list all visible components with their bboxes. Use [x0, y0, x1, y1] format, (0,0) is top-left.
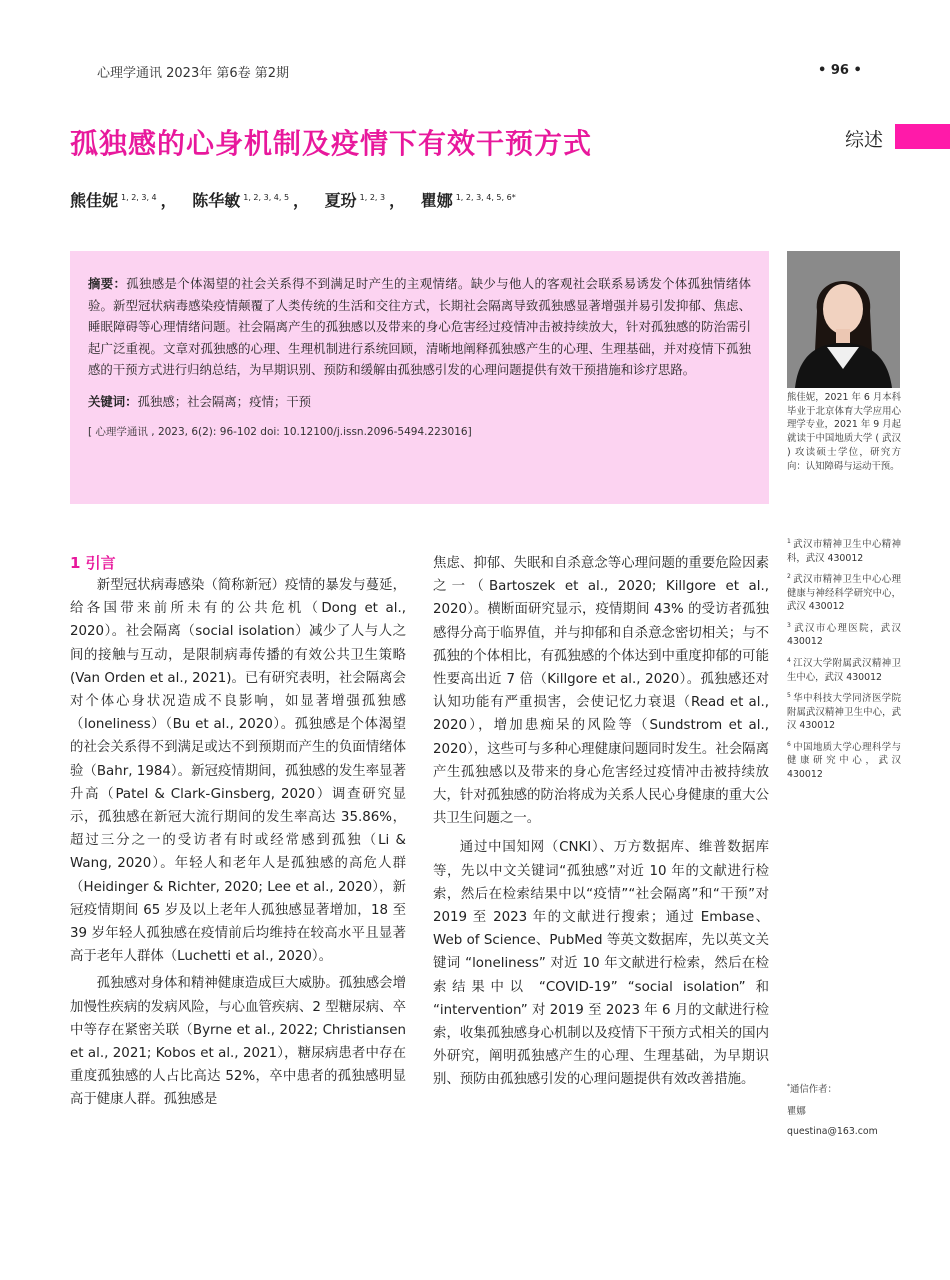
- author-separator: ，: [389, 191, 406, 210]
- author-portrait-icon: [787, 251, 900, 388]
- affiliations: [787, 535, 901, 786]
- body-column-right: [433, 552, 769, 1092]
- affiliation-item: $^3$ 武汉市心理医院，武汉 430012: [787, 621, 901, 648]
- body-paragraph: 新型冠状病毒感染（简称新冠）疫情的暴发与蔓延，给各国带来前所未有的公共危机（Dong et al., 2020）。社会隔离（social isolation）减少了人与人之间的接触与互动，是限制病毒传播的有效公共卫生策略(Van Orden et al., 2021)。已有研究表明，社会隔离会对个体心身状况造成不良影响，如显著增强孤独感（loneliness）（Bu et al., 2020）。孤独感是个体渴望的社会关系得不到满足或达不到预期而产生的负面情绪体验（Bahr, 1984）。新冠疫情期间，孤独感的发生率显著升高（Patel & Clark-Ginsberg, 2020）调查研究显示，孤独感在新冠大流行期间的发生率高达 35.86%，超过三分之一的受访者有时或经常感到孤独（Li & Wang, 2020）。年轻人和老年人是孤独感的高危人群（Heidinger & Richter, 2020; Lee et al., 2020），新冠疫情期间 65 岁及以上老年人孤独感显著增加，18 至 39 岁年轻人孤独感在疫情前后均维持在较高水平且显著高于老年人群体（Luchetti et al., 2020）。: [70, 578, 406, 965]
- affiliation-item: $^5$ 华中科技大学同济医学院附属武汉精神卫生中心，武汉 430012: [787, 692, 901, 732]
- affiliation-item: $^2$ 武汉市精神卫生中心心理健康与神经科学研究中心，武汉 430012: [787, 573, 901, 613]
- abstract-text: [88, 273, 751, 381]
- author-name: 陈华敏: [192, 191, 241, 210]
- body-paragraph: 孤独感对身体和精神健康造成巨大威胁。孤独感会增加慢性疾病的发病风险，与心血管疾病、2 型糖尿病、卒中等存在紧密关联（Byrne et al., 2022; Christiansen et al., 2021; Kobos et al., 2021），糖尿病患者中存在重度孤独感的人占比高达 52%，卒中患者的孤独感明显高于健康人群。孤独感是: [70, 976, 406, 1108]
- author-affiliation-marks: 1, 2, 3, 4, 5, 6*: [455, 193, 516, 202]
- author-affiliation-marks: 1, 2, 3, 4, 5: [243, 193, 290, 202]
- author-name: 熊佳妮: [70, 191, 119, 210]
- author-affiliation-marks: 1, 2, 3: [359, 193, 386, 202]
- section-label: 综述: [845, 129, 884, 151]
- abstract-body: 孤独感是个体渴望的社会关系得不到满足时产生的主观情绪。缺少与他人的客观社会联系易诱发个体孤独情绪体验。新型冠状病毒感染疫情颠覆了人类传统的生活和交往方式，长期社会隔离导致孤独感显著增强并易引发抑郁、焦虑、睡眠障碍等心理情绪问题。社会隔离产生的孤独感以及带来的身心危害经过疫情冲击被持续放大，针对孤独感的防治需引起广泛重视。文章对孤独感的心理、生理机制进行系统回顾，清晰地阐释孤独感产生的心理、生理基础，并对疫情下孤独感的干预方式进行归纳总结，为早期识别、预防和缓解由孤独感引发的心理问题提供有效干预措施和诊疗思路。: [88, 276, 752, 377]
- keywords-label: 关键词：: [88, 393, 138, 409]
- affiliation-item: $^1$ 武汉市精神卫生中心精神科，武汉 430012: [787, 538, 901, 564]
- author-list: [70, 188, 516, 211]
- author-photo: [787, 251, 900, 388]
- section-heading: 1 引言: [70, 554, 116, 572]
- page-number: • 96 •: [818, 63, 862, 78]
- author-affiliation-marks: 1, 2, 3, 4: [121, 193, 157, 202]
- body-paragraph: 通过中国知网（CNKI）、万方数据库、维普数据库等，先以中文关键词“孤独感”对近 10 年的文献进行检索，然后在检索结果中以“疫情”“社会隔离”和“干预”对 2019 至 2023 年的文献进行搜索；通过 Embase、Web of Science、PubMed 等英文数据库，先以英文关键词 “loneliness” 对近 10 年文献进行检索，然后在检索结果中以 “COVID-19” “social isolation” 和 “intervention” 对 2019 至 2023 年 6 月的文献进行检索，收集孤独感身心机制以及疫情下干预方式相关的国内外研究，阐明孤独感产生的心理、生理基础，为早期识别、预防由孤独感引发的心理问题提供有效改善措施。: [433, 840, 769, 1088]
- corresponding-email[interactable]: questina@163.com: [787, 1126, 878, 1138]
- body-column-left: [70, 574, 406, 1112]
- keywords-list: 孤独感；社会隔离；疫情；干预: [137, 393, 312, 409]
- citation: [ 心理学通讯 , 2023, 6(2): 96-102 doi: 10.12100/j.issn.2096-5494.223016]: [88, 426, 472, 438]
- section-label-bar: [895, 124, 950, 149]
- author-name: 夏玢: [324, 191, 357, 210]
- corresponding-author: *通信作者： 瞿娜 questina@163.com: [787, 1080, 907, 1139]
- article-title: 孤独感的心身机制及疫情下有效干预方式: [70, 127, 593, 160]
- author-name: 瞿娜: [420, 191, 453, 210]
- body-paragraph: 焦虑、抑郁、失眠和自杀意念等心理问题的重要危险因素之一（Bartoszek et al., 2020; Killgore et al., 2020）。横断面研究显示，疫情期间 43% 的受访者孤独感得分高于临界值，并与抑郁和自杀意念密切相关；与不孤独的个体相比，有孤独感的个体达到中重度抑郁的可能性要高出近 7 倍（Killgore et al., 2020）。孤独感还对认知功能有严重损害，会使记忆力衰退（Read et al., 2020），增加患痴呆的风险等（Sundstrom et al., 2020），这些可与多种心理健康问题同时发生。社会隔离产生孤独感以及带来的身心危害经过疫情冲击被持续放大，针对孤独感的防治将成为关系人民心身健康的重大公共卫生问题之一。: [433, 556, 769, 827]
- author-bio: 熊佳妮，2021 年 6 月本科毕业于北京体育大学应用心理学专业，2021 年 9 月起就读于中国地质大学 ( 武汉 ) 攻读硕士学位，研究方向：认知障碍与运动干预。: [787, 392, 901, 472]
- author-separator: ，: [293, 191, 310, 210]
- affiliation-item: $^6$ 中国地质大学心理科学与健康研究中心，武汉 430012: [787, 740, 901, 780]
- keywords: [88, 391, 751, 413]
- journal-header: 心理学通讯 2023年 第6卷 第2期: [97, 66, 290, 81]
- corresponding-label: 通信作者：: [790, 1084, 837, 1096]
- abstract-label: 摘要：: [88, 276, 127, 291]
- corresponding-name: 瞿娜: [787, 1106, 806, 1118]
- author-separator: ，: [160, 191, 177, 210]
- affiliation-item: $^4$ 江汉大学附属武汉精神卫生中心，武汉 430012: [787, 656, 901, 683]
- abstract-box: [70, 251, 769, 504]
